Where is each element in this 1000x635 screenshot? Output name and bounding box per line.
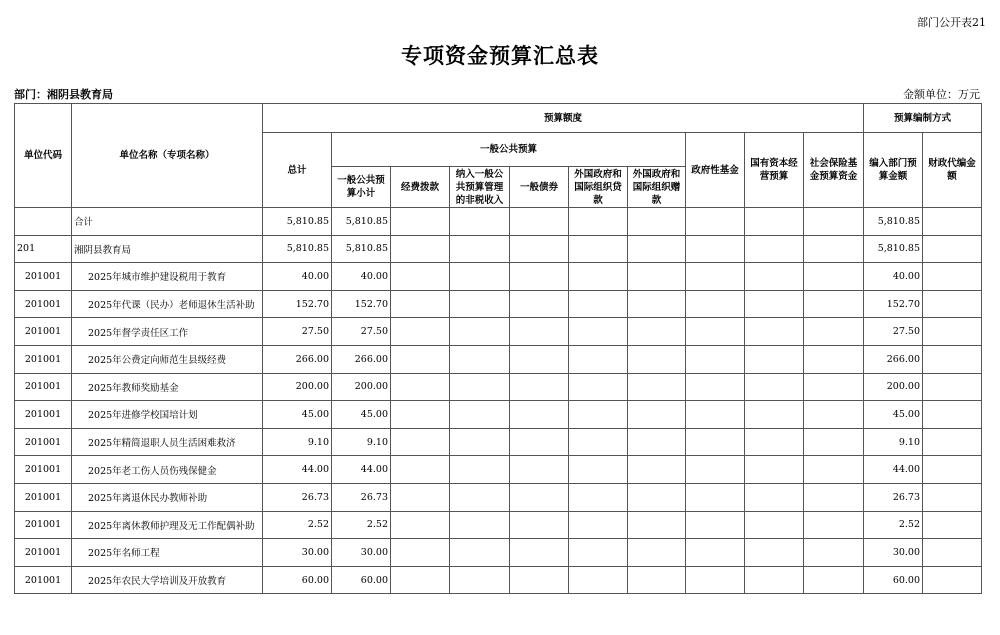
cell-state-capital [745, 483, 804, 511]
cell-foreign-loan [569, 483, 628, 511]
department-label: 部门：湘阴县教育局 [14, 88, 113, 101]
table-row [15, 401, 982, 429]
table-row [15, 235, 982, 263]
cell-gp-subtotal: 27.50 [332, 318, 391, 346]
cell-dept-amount: 26.73 [864, 483, 923, 511]
cell-unit-code [15, 208, 72, 236]
cell-total: 45.00 [263, 401, 332, 429]
cell-gov-fund [686, 318, 745, 346]
cell-dept-amount: 40.00 [864, 263, 923, 291]
cell-general-bond [510, 263, 569, 291]
cell-gov-fund [686, 208, 745, 236]
cell-dept-amount: 152.70 [864, 290, 923, 318]
cell-gov-fund [686, 290, 745, 318]
cell-unit-name: 2025年教师奖励基金 [72, 373, 263, 401]
cell-gov-fund [686, 263, 745, 291]
cell-social-insurance [804, 318, 864, 346]
cell-unit-name: 2025年离退休民办教师补助 [72, 483, 263, 511]
cell-general-bond [510, 483, 569, 511]
cell-non-tax [450, 345, 510, 373]
header-state-capital: 国有资本经营预算 [745, 133, 804, 208]
cell-foreign-grant [628, 373, 686, 401]
cell-non-tax [450, 539, 510, 567]
cell-gov-fund [686, 511, 745, 539]
cell-fund-allocation [391, 318, 450, 346]
table-number-label: 部门公开表21 [917, 16, 986, 29]
cell-unit-code: 201001 [15, 428, 72, 456]
cell-general-bond [510, 511, 569, 539]
cell-social-insurance [804, 511, 864, 539]
cell-fiscal-amount [923, 318, 982, 346]
table-row [15, 345, 982, 373]
header-budget-quota: 预算额度 [263, 104, 864, 133]
header-non-tax: 纳入一般公共预算管理的非税收入 [450, 167, 510, 208]
cell-unit-name: 2025年城市维护建设税用于教育 [72, 263, 263, 291]
cell-gp-subtotal: 152.70 [332, 290, 391, 318]
cell-state-capital [745, 345, 804, 373]
cell-dept-amount: 60.00 [864, 566, 923, 594]
cell-foreign-grant [628, 263, 686, 291]
cell-gp-subtotal: 45.00 [332, 401, 391, 429]
cell-non-tax [450, 235, 510, 263]
header-unit-name: 单位名称（专项名称） [72, 104, 263, 208]
cell-unit-name: 2025年精简退职人员生活困难救济 [72, 428, 263, 456]
cell-fiscal-amount [923, 263, 982, 291]
cell-general-bond [510, 208, 569, 236]
cell-social-insurance [804, 483, 864, 511]
cell-fiscal-amount [923, 566, 982, 594]
cell-total: 152.70 [263, 290, 332, 318]
cell-fund-allocation [391, 456, 450, 484]
amount-unit-label: 金额单位：万元 [903, 88, 980, 101]
table-body [15, 208, 982, 594]
cell-foreign-loan [569, 428, 628, 456]
cell-state-capital [745, 290, 804, 318]
cell-state-capital [745, 566, 804, 594]
cell-social-insurance [804, 566, 864, 594]
cell-unit-name: 2025年名师工程 [72, 539, 263, 567]
cell-gp-subtotal: 200.00 [332, 373, 391, 401]
cell-unit-code: 201001 [15, 566, 72, 594]
cell-non-tax [450, 566, 510, 594]
cell-social-insurance [804, 456, 864, 484]
cell-state-capital [745, 401, 804, 429]
cell-state-capital [745, 263, 804, 291]
cell-foreign-loan [569, 511, 628, 539]
cell-fiscal-amount [923, 235, 982, 263]
cell-unit-name: 2025年进修学校国培计划 [72, 401, 263, 429]
cell-dept-amount: 45.00 [864, 401, 923, 429]
table-row [15, 566, 982, 594]
header-general-public-budget: 一般公共预算 [332, 133, 686, 167]
cell-foreign-loan [569, 566, 628, 594]
cell-dept-amount: 9.10 [864, 428, 923, 456]
cell-social-insurance [804, 539, 864, 567]
cell-fund-allocation [391, 566, 450, 594]
table-row [15, 456, 982, 484]
table-row [15, 290, 982, 318]
cell-dept-amount: 5,810.85 [864, 235, 923, 263]
cell-gov-fund [686, 456, 745, 484]
cell-gp-subtotal: 5,810.85 [332, 235, 391, 263]
header-foreign-grant: 外国政府和国际组织赠款 [628, 167, 686, 208]
table-row [15, 511, 982, 539]
cell-total: 26.73 [263, 483, 332, 511]
cell-gp-subtotal: 2.52 [332, 511, 391, 539]
cell-gp-subtotal: 30.00 [332, 539, 391, 567]
cell-non-tax [450, 290, 510, 318]
cell-unit-name: 2025年农民大学培训及开放教育 [72, 566, 263, 594]
cell-non-tax [450, 373, 510, 401]
header-unit-code: 单位代码 [15, 104, 72, 208]
cell-foreign-grant [628, 511, 686, 539]
cell-general-bond [510, 318, 569, 346]
cell-fund-allocation [391, 290, 450, 318]
cell-total: 9.10 [263, 428, 332, 456]
budget-table [14, 103, 982, 594]
table-row [15, 263, 982, 291]
cell-non-tax [450, 263, 510, 291]
cell-total: 5,810.85 [263, 208, 332, 236]
table-row [15, 373, 982, 401]
cell-general-bond [510, 566, 569, 594]
cell-gp-subtotal: 60.00 [332, 566, 391, 594]
cell-fiscal-amount [923, 456, 982, 484]
cell-foreign-loan [569, 290, 628, 318]
cell-social-insurance [804, 428, 864, 456]
cell-state-capital [745, 428, 804, 456]
cell-fiscal-amount [923, 483, 982, 511]
cell-social-insurance [804, 401, 864, 429]
cell-foreign-loan [569, 373, 628, 401]
header-foreign-loan: 外国政府和国际组织贷款 [569, 167, 628, 208]
cell-foreign-loan [569, 208, 628, 236]
cell-total: 266.00 [263, 345, 332, 373]
cell-fiscal-amount [923, 428, 982, 456]
cell-fund-allocation [391, 208, 450, 236]
cell-general-bond [510, 373, 569, 401]
cell-fund-allocation [391, 483, 450, 511]
cell-fiscal-amount [923, 373, 982, 401]
cell-foreign-grant [628, 318, 686, 346]
cell-fiscal-amount [923, 208, 982, 236]
cell-general-bond [510, 456, 569, 484]
cell-total: 200.00 [263, 373, 332, 401]
cell-total: 27.50 [263, 318, 332, 346]
cell-state-capital [745, 539, 804, 567]
cell-fund-allocation [391, 511, 450, 539]
cell-general-bond [510, 235, 569, 263]
cell-social-insurance [804, 263, 864, 291]
cell-gov-fund [686, 401, 745, 429]
cell-general-bond [510, 401, 569, 429]
cell-fund-allocation [391, 428, 450, 456]
cell-dept-amount: 30.00 [864, 539, 923, 567]
cell-dept-amount: 200.00 [864, 373, 923, 401]
cell-unit-name: 2025年代课（民办）老师退休生活补助 [72, 290, 263, 318]
cell-non-tax [450, 483, 510, 511]
cell-dept-amount: 44.00 [864, 456, 923, 484]
cell-unit-name: 2025年公费定向师范生县级经费 [72, 345, 263, 373]
cell-foreign-loan [569, 318, 628, 346]
cell-state-capital [745, 318, 804, 346]
cell-state-capital [745, 456, 804, 484]
cell-dept-amount: 2.52 [864, 511, 923, 539]
cell-non-tax [450, 401, 510, 429]
header-general-bond: 一般债券 [510, 167, 569, 208]
cell-social-insurance [804, 373, 864, 401]
cell-foreign-grant [628, 566, 686, 594]
cell-unit-code: 201001 [15, 290, 72, 318]
cell-fund-allocation [391, 235, 450, 263]
cell-fund-allocation [391, 345, 450, 373]
table-row [15, 318, 982, 346]
cell-foreign-grant [628, 456, 686, 484]
cell-fiscal-amount [923, 511, 982, 539]
cell-dept-amount: 5,810.85 [864, 208, 923, 236]
cell-unit-name: 2025年离休教师护理及无工作配偶补助 [72, 511, 263, 539]
cell-unit-name: 合计 [72, 208, 263, 236]
table-row [15, 428, 982, 456]
cell-foreign-grant [628, 290, 686, 318]
cell-gp-subtotal: 26.73 [332, 483, 391, 511]
cell-non-tax [450, 428, 510, 456]
header-fiscal-amount: 财政代编金额 [923, 133, 982, 208]
cell-foreign-loan [569, 456, 628, 484]
cell-general-bond [510, 539, 569, 567]
cell-social-insurance [804, 290, 864, 318]
cell-foreign-grant [628, 235, 686, 263]
cell-state-capital [745, 235, 804, 263]
cell-fiscal-amount [923, 401, 982, 429]
cell-gp-subtotal: 5,810.85 [332, 208, 391, 236]
cell-unit-code: 201001 [15, 511, 72, 539]
cell-state-capital [745, 511, 804, 539]
cell-gov-fund [686, 428, 745, 456]
cell-unit-name: 湘阴县教育局 [72, 235, 263, 263]
table-row [15, 483, 982, 511]
cell-fund-allocation [391, 401, 450, 429]
cell-unit-code: 201001 [15, 401, 72, 429]
cell-gp-subtotal: 44.00 [332, 456, 391, 484]
cell-foreign-loan [569, 263, 628, 291]
cell-foreign-loan [569, 401, 628, 429]
cell-dept-amount: 27.50 [864, 318, 923, 346]
cell-fund-allocation [391, 373, 450, 401]
cell-non-tax [450, 456, 510, 484]
cell-gp-subtotal: 266.00 [332, 345, 391, 373]
cell-fund-allocation [391, 263, 450, 291]
cell-total: 40.00 [263, 263, 332, 291]
cell-state-capital [745, 373, 804, 401]
cell-non-tax [450, 511, 510, 539]
cell-total: 5,810.85 [263, 235, 332, 263]
header-gov-fund: 政府性基金 [686, 133, 745, 208]
cell-unit-code: 201001 [15, 483, 72, 511]
cell-unit-code: 201001 [15, 373, 72, 401]
cell-gp-subtotal: 40.00 [332, 263, 391, 291]
cell-social-insurance [804, 208, 864, 236]
header-gp-subtotal: 一般公共预算小计 [332, 167, 391, 208]
cell-unit-code: 201001 [15, 345, 72, 373]
cell-gp-subtotal: 9.10 [332, 428, 391, 456]
cell-foreign-grant [628, 428, 686, 456]
cell-foreign-grant [628, 539, 686, 567]
cell-gov-fund [686, 539, 745, 567]
cell-unit-code: 201001 [15, 318, 72, 346]
cell-non-tax [450, 208, 510, 236]
cell-state-capital [745, 208, 804, 236]
cell-total: 44.00 [263, 456, 332, 484]
header-social-insurance: 社会保险基金预算资金 [804, 133, 864, 208]
cell-unit-code: 201 [15, 235, 72, 263]
table-row [15, 208, 982, 236]
cell-total: 2.52 [263, 511, 332, 539]
cell-fiscal-amount [923, 539, 982, 567]
header-compile-method: 预算编制方式 [864, 104, 982, 133]
cell-unit-code: 201001 [15, 263, 72, 291]
cell-gov-fund [686, 373, 745, 401]
cell-unit-code: 201001 [15, 456, 72, 484]
cell-gov-fund [686, 566, 745, 594]
cell-non-tax [450, 318, 510, 346]
cell-foreign-grant [628, 345, 686, 373]
cell-social-insurance [804, 345, 864, 373]
cell-fund-allocation [391, 539, 450, 567]
cell-unit-code: 201001 [15, 539, 72, 567]
header-dept-amount: 编入部门预算金额 [864, 133, 923, 208]
cell-gov-fund [686, 345, 745, 373]
table-row [15, 539, 982, 567]
cell-unit-name: 2025年老工伤人员伤残保健金 [72, 456, 263, 484]
cell-foreign-grant [628, 401, 686, 429]
cell-total: 30.00 [263, 539, 332, 567]
cell-general-bond [510, 290, 569, 318]
header-fund-allocation: 经费拨款 [391, 167, 450, 208]
cell-gov-fund [686, 235, 745, 263]
page-title: 专项资金预算汇总表 [401, 43, 599, 68]
cell-foreign-loan [569, 235, 628, 263]
cell-gov-fund [686, 483, 745, 511]
cell-fiscal-amount [923, 345, 982, 373]
cell-foreign-loan [569, 539, 628, 567]
header-total: 总计 [263, 133, 332, 208]
cell-social-insurance [804, 235, 864, 263]
cell-foreign-loan [569, 345, 628, 373]
cell-foreign-grant [628, 208, 686, 236]
cell-unit-name: 2025年督学责任区工作 [72, 318, 263, 346]
cell-total: 60.00 [263, 566, 332, 594]
cell-general-bond [510, 345, 569, 373]
cell-dept-amount: 266.00 [864, 345, 923, 373]
cell-general-bond [510, 428, 569, 456]
cell-foreign-grant [628, 483, 686, 511]
cell-fiscal-amount [923, 290, 982, 318]
